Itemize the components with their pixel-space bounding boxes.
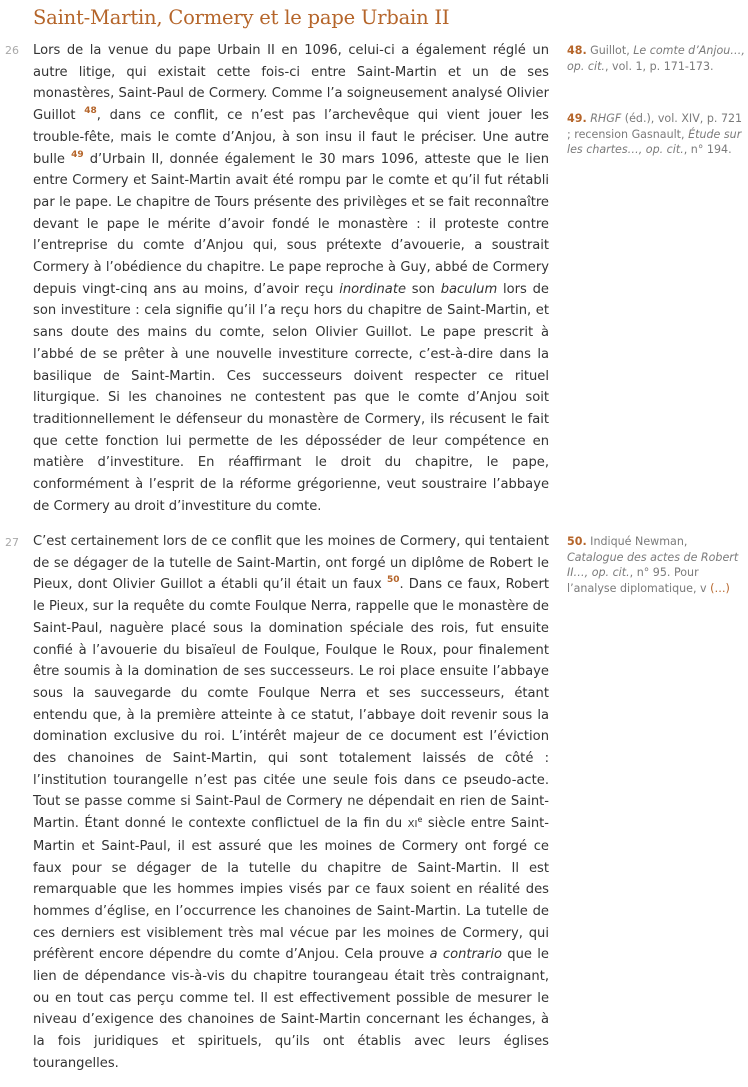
footnote-text: , vol. 1, p. 171-173. xyxy=(604,59,714,73)
paragraph-text: son xyxy=(406,281,441,297)
paragraph-27 xyxy=(33,531,549,1075)
footnote-number[interactable]: 48. xyxy=(567,44,587,57)
paragraph-text: d’Urbain II, donnée également le 30 mars 1096, atteste que le lien entre Cormery et Saint-Martin avait été rompu par le comte et qu’il fut rétabli par le pape. Le chapitre de Tours présente des privilèges et se fait reconnaître devant le pape le mérite d’avoir fondé le monastère : il proteste contre l’entreprise du comte d’Anjou qui, sous prétexte d’avouerie, a soustrait Cormery à l’obédience du chapitre. Le pape reproche à Guy, abbé de Cormery depuis vingt-cinq ans au moins, d’avoir reçu xyxy=(33,151,550,297)
paragraph-text: , dans ce conflit, ce n’est pas l’archevêque qui vient jouer les trouble-fête, mais le comte d’Anjou, à son insu il faut le préciser. Une autre bulle xyxy=(33,108,549,167)
paragraph-text: . Dans ce faux, Robert le Pieux, sur la requête du comte Foulque Nerra, rappelle que le monastère de Saint-Paul, naguère placé sous la domination spéciale des rois, fut ensuite confié à l’avouerie du bisaïeul de Foulque, Foulque le Roux, pour finalement être soumis à la domination de ses successeurs. Le roi place ensuite l’abbaye sous la sauvegarde du comte Foulque Nerra et ses successeurs, étant entendu que, à la première atteinte à ce statut, l’abbaye doit revenir sous la domination exclusive du roi. L’intérêt majeur de ce document est l’éviction des chanoines de Saint-Martin, qui sont totalement laissés de côté : l’institution tourangelle n’est pas citée une seule fois dans ce pseudo-acte. Tout se passe comme si Saint-Paul de Cormery ne dépendait en rien de Saint-Martin. Étant donné le contexte conflictuel de la fin du xyxy=(33,577,550,832)
roman-numeral: XI xyxy=(407,819,418,831)
footnote-48 xyxy=(567,43,745,74)
footnote-reference[interactable]: 49 xyxy=(71,149,84,160)
footnote-title: Catalogue des actes de Robert II…, op. cit. xyxy=(567,550,739,580)
footnote-reference[interactable]: 48 xyxy=(84,106,97,117)
footnote-text: , n° 194. xyxy=(683,143,732,157)
paragraph-text: C’est certainement lors de ce conflit que les moines de Cormery, qui tentaient de se dégager de la tutelle de Saint-Martin, ont forgé un diplôme de Robert le Pieux, dont Olivier Guillot a établi qu’il était un faux xyxy=(33,534,549,593)
italic-term: baculum xyxy=(440,281,498,297)
paragraph-number: 26 xyxy=(5,44,19,57)
footnote-title: Étude sur les chartes…, op. cit. xyxy=(567,127,742,157)
footnote-number[interactable]: 50. xyxy=(567,535,587,548)
footnote-reference[interactable]: 50 xyxy=(386,575,400,586)
footnote-text: , n° 95. Pour l’analyse diplomatique, v xyxy=(567,566,711,595)
footnote-number[interactable]: 49. xyxy=(567,112,587,125)
page-title: Saint-Martin, Cormery et le pape Urbain II xyxy=(33,6,450,29)
footnote-49 xyxy=(567,111,745,158)
italic-term: inordinate xyxy=(339,281,407,297)
paragraph-text: que le lien de dépendance vis-à-vis du chapitre tourangeau était très contraignant, ou en tout cas perçu comme tel. Il est effectivement possible de mesurer le niveau d’exigence des chanoines de Saint-Martin concernant les échanges, à la fois juridiques et spirituels, qu’ils ont établis avec leurs églises tourangelles. xyxy=(33,947,549,1071)
footnote-source: RHGF xyxy=(590,112,622,125)
paragraph-text: Lors de la venue du pape Urbain II en 1096, celui-ci a également réglé un autre litige, qui existait cette fois-ci entre Saint-Martin et un de ses monastères, Saint-Paul de Cormery. Comme l’a soigneusement analysé Olivier Guillot xyxy=(33,43,549,124)
footnote-title: Le comte d’Anjou…, op. cit. xyxy=(567,44,745,73)
read-more-link[interactable]: (…) xyxy=(710,581,730,595)
superscript: e xyxy=(417,815,423,825)
paragraph-number: 27 xyxy=(5,536,19,549)
paragraph-text: siècle entre Saint-Martin et Saint-Paul, il est assuré que les moines de Cormery ont forgé ce faux pour se dégager de la tutelle du chapitre de Saint-Martin. Il est remarquable que les hommes impies visés par ce faux soient en réalité des hommes d’église, en l’occurrence les chanoines de Saint-Martin. La tutelle de ces derniers est visiblement très mal vécue par les moines de Cormery, qui préfèrent encore dépendre du comte d’Anjou. Cela prouve xyxy=(33,816,549,963)
paragraph-26 xyxy=(33,40,549,517)
footnote-text: (éd.), vol. XIV, p. 721 ; recension Gasnault, xyxy=(567,112,743,141)
italic-term: a contrario xyxy=(429,947,502,963)
footnote-text: Guillot, xyxy=(586,44,634,57)
paragraph-text: lors de son investiture : cela signifie qu’il l’a reçu hors du chapitre de Saint-Martin, et sans doute des mains du comte, selon Olivier Guillot. Le pape prescrit à l’abbé de se prêter à une nouvelle investiture correcte, c’est-à-dire dans la basilique de Saint-Martin. Ces successeurs doivent respecter ce rituel liturgique. Si les chanoines ne contestent pas que le comte d’Anjou soit traditionnellement le défenseur du monastère de Cormery, ils récusent le fait que cette fonction lui permette de les déposséder de leur compétence en matière d’investiture. En réaffirmant le droit du chapitre, le pape, conformément à l’esprit de la réforme grégorienne, veut soustraire l’abbaye de Cormery au droit d’investiture du comte. xyxy=(33,281,549,514)
footnote-50 xyxy=(567,534,745,596)
footnote-text: Indiqué Newman, xyxy=(586,535,688,548)
